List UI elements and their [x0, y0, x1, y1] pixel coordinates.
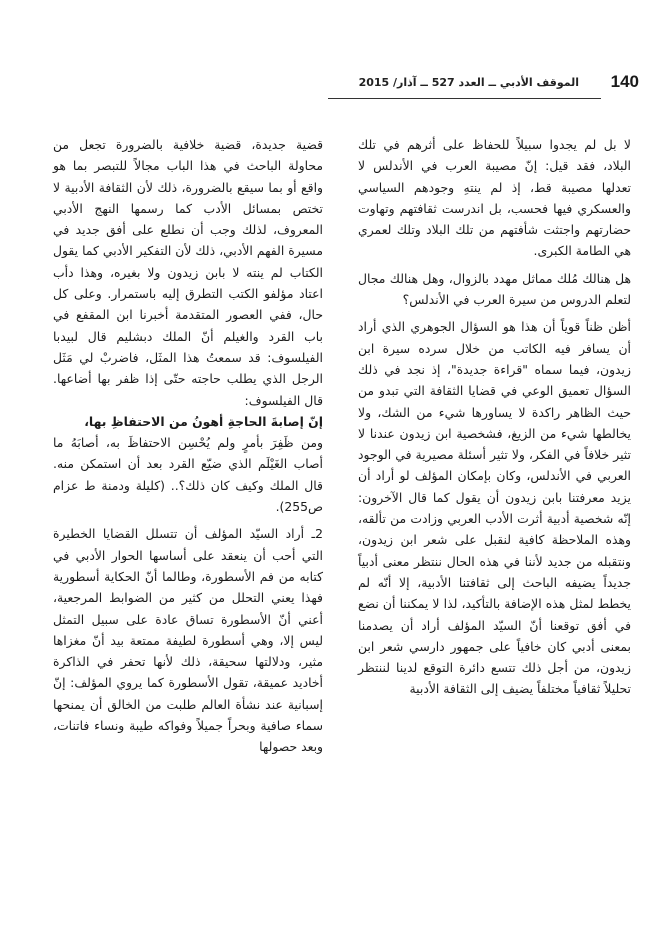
page-header [28, 70, 639, 106]
paragraph: أظن ظناً قوياً أن هذا هو السؤال الجوهري الذي أراد أن يسافر فيه الكاتب من خلال سرده سيرة ابن زيدون، فيما سماه "قراءة جديدة"، إذ نجد في ذلك السؤال تعميق الوعي في قضايا الثقافة التي تبدو من حيث الظاهر راكدة لا يساورها شيء من الشك، ولا يخالطها شيء من الزيغ، فشخصية ابن زيدون عندنا لا تثير خلافاً في الفكر، ولا تثير أسئلة مصيرية في الوجود العربي في الأندلس، وكان بإمكان المؤلف لو أراد أن يزيد معرفتنا بابن زيدون أن يقول كما قال الآخرون: إنّه شخصية أدبية أثرت الأدب العربي وزادت من تألقه، وهذه الملاحظة كافية لنقبل على شعر ابن زيدون، ونتقبله من جديد لأننا في هذه الحال ننتظر معنى أدبياً جديداً يضيفه الباحث إلى ثقافتنا الأدبية، إلا أنّه لم يخطط لمثل هذه الإضافة بالتأكيد، لذا لا يمكننا أن نضع في أفق توقعنا أنّ السيّد المؤلف أراد أن يصدمنا بمعنى أدبي كان خافياً على جمهور دارسي شعر ابن زيدون، من أجل ذلك تتسع دائرة التوقع لدينا لننتظر تحليلاً ثقافياً مختلفاً يضيف إلى الثقافة الأدبية [358, 319, 631, 697]
paragraph: قضية جديدة، قضية خلافية بالضرورة تجعل من محاولة الباحث في هذا الباب مجالاً للتبصر بما هو واقع أو بما سيقع بالضرورة، ذلك لأن الثقافة الأدبية لا تختص بمسائل الأدب كما رسمها النهج الأدبي المعروف، لذلك وجب أن نطلع على أفق جديد في مسيرة الفهم الأدبي، ذلك لأن التفكير الأدبي كما يقول الكتاب لم ينته لا بابن زيدون ولا بغيره، وهذا دأب اعتاد مؤلفو الكتب التطرق إليه باستمرار. وعلى كل حال، ففي العصور المتقدمة أخبرنا ابن المقفع في باب القرد والغيلم أنّ الملك دبشليم قال لبيدبا الفيلسوف: قد سمعتُ هذا المثَل، فاضربْ لي مَثَل الرجل الذي يطلب حاجته حتّى إذا ظفر بها أضاعها. قال الفيلسوف: [53, 137, 323, 408]
left-text-column [53, 134, 323, 764]
header-rule [328, 98, 601, 99]
journal-header-title: الموقف الأدبي ــ العدد 527 ــ آذار/ 2015 [358, 76, 579, 89]
paragraph: 2ـ أراد السيّد المؤلف أن تتسلل القضايا الخطيرة التي أحب أن ينعقد على أساسها الحوار الأدبي في كتابه من فم الأسطورة، وطالما أنّ الحكاية أسطورية فهذا يعني التحلل من كثير من الضوابط المرجعية، أعني أنّ الأسطورة تساق عادة على سبيل التمثل ليس إلا، وهي أسطورة لطيفة ممتعة بيد أنّ مغزاها مثير، ودلالتها سحيقة، ذلك لأنها تحفر في الذاكرة أخاديد عميقة، تقول الأسطورة كما يروي المؤلف: إنّ إسبانية عند نشأة العالم طلبت من الخالق أن يمنحها سماء صافية وبحراً جميلاً وفواكه طيبة ونساء فاتنات، وبعد حصولها [53, 526, 323, 755]
page-number: 140 [610, 72, 639, 91]
right-text-column [358, 134, 631, 706]
paragraph: لا بل لم يجدوا سبيلاً للحفاظ على أثرهم في تلك البلاد، فقد قيل: إنّ مصيبة العرب في الأندلس لا تعدلها مصيبة قط، إذ لم ينتهِ وجودهم السياسي والعسكري فيها فحسب، بل اندرست ثقافتهم وتهاوت حضارتهم واجتثت شأفتهم من تلك البلاد وتلك لعمري هي الطامة الكبرى. [358, 137, 631, 259]
paragraph: هل هنالك مُلك مماثل مهدد بالزوال، وهل هنالك مجال لتعلم الدروس من سيرة العرب في الأندلس؟ [358, 270, 631, 308]
bold-quote: إنّ إصابةَ الحاجةِ أهونُ من الاحتفاظِ بها، [84, 413, 323, 429]
paragraph: ومن ظَفِرَ بأمرٍ ولم يُحْسِن الاحتفاظَ به، أصابَهُ ما أصاب الغَيْلَم الذي ضيّع القرد بعد أن استمكن منه. قال الملك وكيف كان ذلك؟.. (كليلة ودمنة ط عزام ص255). [53, 435, 323, 515]
